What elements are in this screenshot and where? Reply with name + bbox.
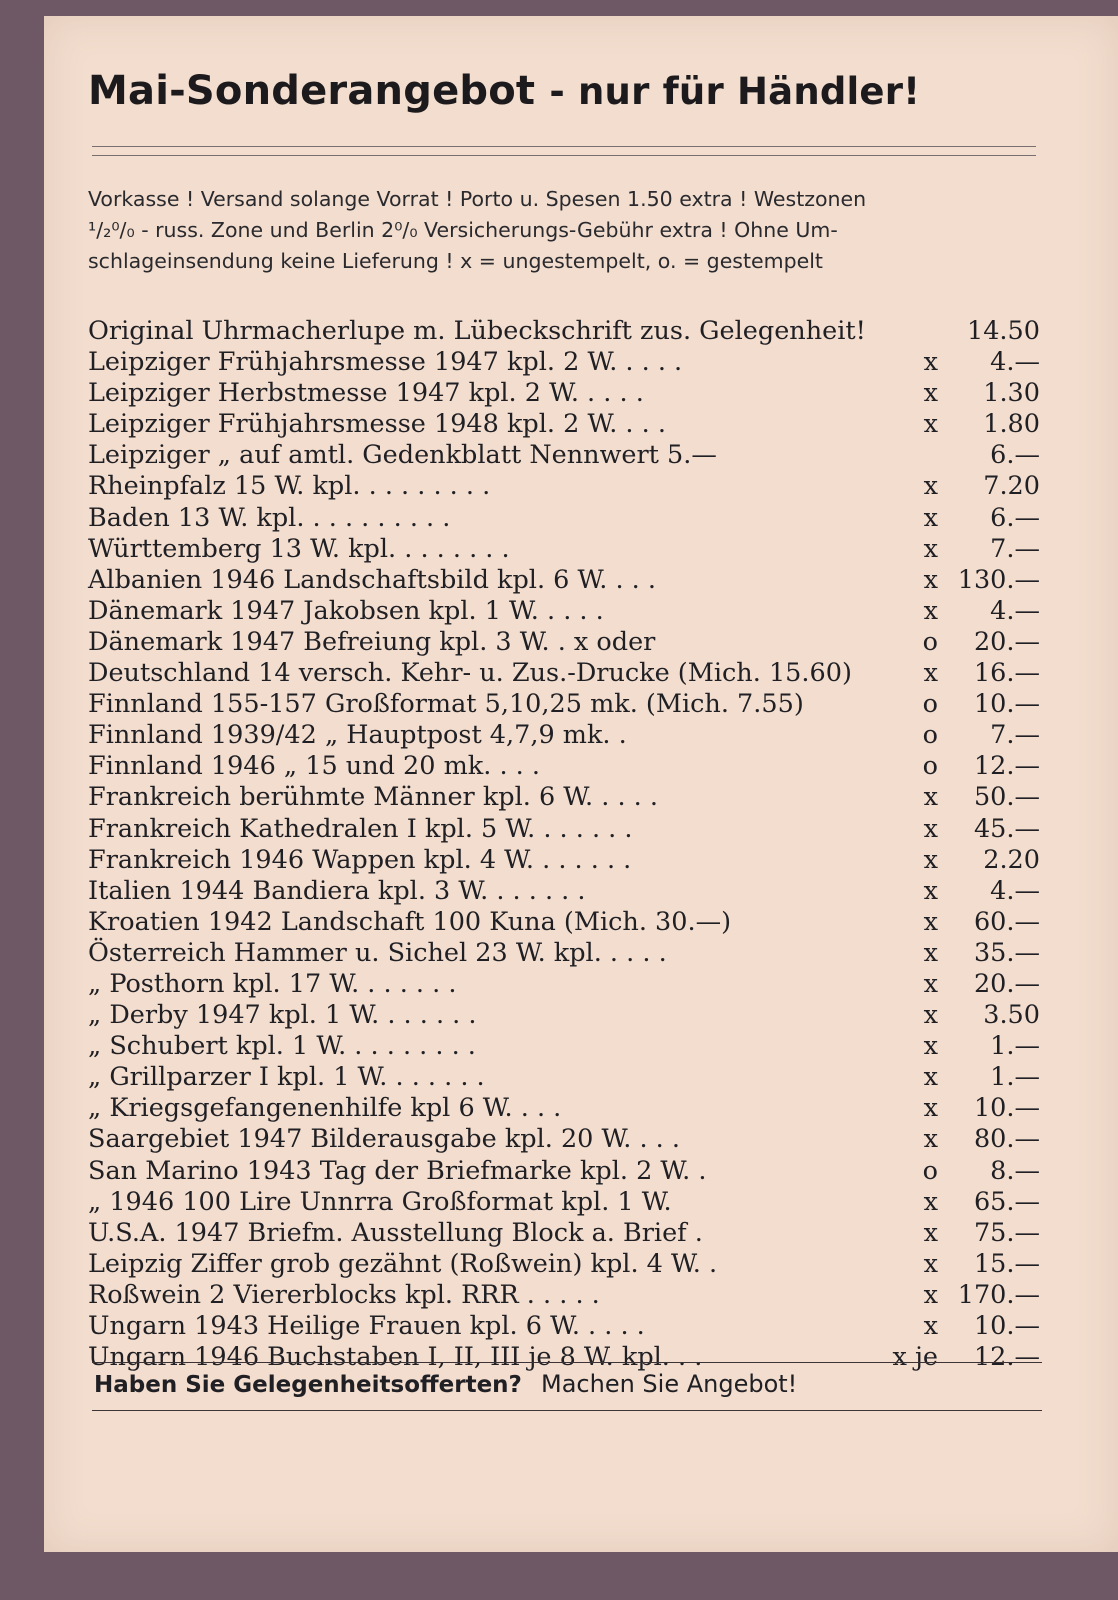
title-main: Mai-Sonderangebot	[88, 68, 536, 114]
item-description: Dänemark 1947 Befreiung kpl. 3 W. . x oder	[88, 626, 656, 657]
item-description: Frankreich 1946 Wappen kpl. 4 W. . . . . . .	[88, 844, 632, 875]
terms-line: ¹/₂⁰/₀ - russ. Zone und Berlin 2⁰/₀ Versicherungs-Gebühr extra ! Ohne Um-	[88, 218, 838, 242]
item-description: Original Uhrmacherlupe m. Lübeckschrift zus. Gelegenheit!	[88, 316, 866, 346]
order-terms	[88, 184, 1040, 277]
list-item	[88, 969, 1048, 1000]
item-condition: x	[923, 1000, 938, 1031]
item-price: 12.—	[973, 751, 1040, 782]
list-item	[88, 534, 1048, 565]
item-condition: x	[923, 813, 938, 844]
item-description: Finnland 155-157 Großformat 5,10,25 mk. (Mich. 7.55)	[88, 689, 804, 720]
item-description: Kroatien 1942 Landschaft 100 Kuna (Mich. 30.—)	[88, 906, 732, 937]
list-item	[88, 1342, 1048, 1373]
item-price: 80.—	[973, 1124, 1040, 1155]
item-price: 7.20	[983, 471, 1040, 502]
list-item	[88, 471, 1048, 502]
item-description: Finnland 1946 „ 15 und 20 mk. . . .	[88, 751, 540, 782]
item-description: Württemberg 13 W. kpl. . . . . . . .	[88, 533, 510, 564]
item-description: Deutschland 14 versch. Kehr- u. Zus.-Drucke (Mich. 15.60)	[88, 658, 852, 689]
item-description: Frankreich berühmte Männer kpl. 6 W. . . . .	[88, 782, 659, 813]
item-price: 4.—	[990, 347, 1040, 378]
item-price: 14.50	[966, 316, 1040, 346]
item-description: Leipzig Ziffer grob gezähnt (Roßwein) kpl. 4 W. .	[88, 1248, 718, 1279]
item-condition: x	[923, 471, 938, 502]
list-item	[88, 876, 1048, 907]
item-condition: x	[923, 1186, 938, 1217]
item-description: „ Posthorn kpl. 17 W. . . . . . .	[88, 968, 457, 999]
item-condition: x	[923, 782, 938, 813]
item-condition: x	[923, 1062, 938, 1093]
list-item	[88, 658, 1048, 689]
item-price: 1.—	[990, 1062, 1040, 1093]
item-description: „ 1946 100 Lire Unnrra Großformat kpl. 1 W.	[88, 1186, 672, 1217]
item-condition: x	[923, 906, 938, 937]
item-description: Leipziger Frühjahrsmesse 1947 kpl. 2 W. . . . .	[88, 347, 683, 378]
item-price: 2.20	[983, 844, 1040, 875]
item-condition: x	[923, 875, 938, 906]
item-description: Ungarn 1943 Heilige Frauen kpl. 6 W. . . . .	[88, 1311, 645, 1341]
list-item	[88, 596, 1048, 627]
item-condition: o	[922, 1155, 938, 1186]
item-description: U.S.A. 1947 Briefm. Ausstellung Block a. Brief .	[88, 1217, 703, 1248]
item-price: 1.80	[983, 409, 1040, 440]
item-price: 4.—	[990, 595, 1040, 626]
item-price: 1.30	[983, 378, 1040, 409]
footer-bottom-rule	[92, 1410, 1042, 1411]
item-description: Roßwein 2 Viererblocks kpl. RRR . . . . .	[88, 1279, 600, 1310]
item-condition: x	[923, 937, 938, 968]
list-item	[88, 1000, 1048, 1031]
item-condition: x	[923, 1124, 938, 1155]
item-description: „ Kriegsgefangenenhilfe kpl 6 W. . . .	[88, 1093, 562, 1124]
list-item	[88, 440, 1048, 471]
item-price: 7.—	[990, 533, 1040, 564]
item-price: 60.—	[973, 906, 1040, 937]
list-item	[88, 689, 1048, 720]
item-price: 10.—	[973, 689, 1040, 720]
list-item	[88, 1187, 1048, 1218]
item-condition: x	[923, 378, 938, 409]
item-description: San Marino 1943 Tag der Briefmarke kpl. 2 W. .	[88, 1155, 707, 1186]
item-price: 45.—	[973, 813, 1040, 844]
list-item	[88, 347, 1048, 378]
item-price: 20.—	[973, 968, 1040, 999]
item-price: 35.—	[973, 937, 1040, 968]
footer-top-rule	[92, 1362, 1042, 1363]
list-item	[88, 845, 1048, 876]
item-price: 6.—	[990, 440, 1040, 471]
list-item	[88, 1280, 1048, 1311]
item-price: 12.—	[973, 1342, 1040, 1373]
item-condition: x	[923, 409, 938, 440]
list-item	[88, 627, 1048, 658]
item-description: Italien 1944 Bandiera kpl. 3 W. . . . . . .	[88, 875, 586, 906]
item-description: „ Derby 1947 kpl. 1 W. . . . . . .	[88, 1000, 477, 1031]
list-item	[88, 503, 1048, 534]
item-condition: x	[923, 502, 938, 533]
item-condition: x	[923, 533, 938, 564]
item-description: Österreich Hammer u. Sichel 23 W. kpl. . . . .	[88, 937, 667, 968]
item-condition: o	[922, 626, 938, 657]
item-description: Leipziger Frühjahrsmesse 1948 kpl. 2 W. . . .	[88, 409, 666, 440]
list-item	[88, 1311, 1048, 1342]
item-description: Frankreich Kathedralen I kpl. 5 W. . . . . . .	[88, 813, 633, 844]
list-item	[88, 814, 1048, 845]
footer-question: Haben Sie Gelegenheitsofferten?	[94, 1372, 522, 1398]
item-condition: x	[923, 1279, 938, 1310]
item-condition: x	[923, 1311, 938, 1341]
item-price: 15.—	[973, 1248, 1040, 1279]
item-condition: x	[923, 658, 938, 689]
item-description: Rheinpfalz 15 W. kpl. . . . . . . . .	[88, 471, 491, 502]
list-item	[88, 1031, 1048, 1062]
item-description: Saargebiet 1947 Bilderausgabe kpl. 20 W. . . .	[88, 1124, 681, 1155]
list-item	[88, 1249, 1048, 1280]
item-description: Finnland 1939/42 „ Hauptpost 4,7,9 mk. .	[88, 720, 627, 751]
item-price: 3.50	[983, 1000, 1040, 1031]
item-price: 8.—	[990, 1155, 1040, 1186]
item-price: 6.—	[990, 502, 1040, 533]
item-condition: x	[923, 1093, 938, 1124]
item-condition: x	[923, 347, 938, 378]
item-price: 4.—	[990, 875, 1040, 906]
list-item	[88, 1062, 1048, 1093]
item-condition: x	[923, 595, 938, 626]
item-condition: o	[922, 689, 938, 720]
item-description: Dänemark 1947 Jakobsen kpl. 1 W. . . . .	[88, 595, 604, 626]
item-price: 10.—	[973, 1093, 1040, 1124]
item-condition: o	[922, 751, 938, 782]
title-subline: - nur für Händler!	[549, 70, 921, 113]
item-condition: x	[923, 564, 938, 595]
list-item	[88, 1093, 1048, 1124]
item-price: 20.—	[973, 626, 1040, 657]
item-description: Leipziger „ auf amtl. Gedenkblatt Nennwert 5.—	[88, 440, 717, 471]
item-description: Leipziger Herbstmesse 1947 kpl. 2 W. . . . .	[88, 378, 644, 409]
terms-line: schlageinsendung keine Lieferung ! x = ungestempelt, o. = gestempelt	[88, 249, 823, 273]
list-item	[88, 1218, 1048, 1249]
list-item	[88, 907, 1048, 938]
list-item	[88, 751, 1048, 782]
item-condition: x	[923, 844, 938, 875]
footer-call-to-action: Machen Sie Angebot!	[541, 1370, 798, 1398]
item-price: 130.—	[957, 564, 1040, 595]
item-price: 10.—	[973, 1311, 1040, 1341]
list-item	[88, 782, 1048, 813]
title-divider	[92, 146, 1036, 156]
item-condition: o	[922, 720, 938, 751]
item-description: „ Schubert kpl. 1 W. . . . . . . . .	[88, 1031, 476, 1062]
list-item	[88, 1156, 1048, 1187]
item-price: 75.—	[973, 1217, 1040, 1248]
item-price: 50.—	[973, 782, 1040, 813]
list-item	[88, 409, 1048, 440]
list-item	[88, 1124, 1048, 1155]
item-condition: x	[923, 1248, 938, 1279]
item-price: 1.—	[990, 1031, 1040, 1062]
list-item	[88, 720, 1048, 751]
item-condition: x je	[892, 1342, 938, 1373]
list-item	[88, 565, 1048, 596]
item-condition: x	[923, 968, 938, 999]
list-item	[88, 378, 1048, 409]
list-item	[88, 316, 1048, 347]
item-condition: x	[923, 1031, 938, 1062]
item-description: Albanien 1946 Landschaftsbild kpl. 6 W. . . .	[88, 564, 656, 595]
item-description: Baden 13 W. kpl. . . . . . . . . .	[88, 502, 451, 533]
item-condition: x	[923, 1217, 938, 1248]
terms-line: Vorkasse ! Versand solange Vorrat ! Porto u. Spesen 1.50 extra ! Westzonen	[88, 187, 867, 211]
item-price: 65.—	[973, 1186, 1040, 1217]
item-price: 16.—	[973, 658, 1040, 689]
offer-list	[88, 316, 1048, 1373]
item-description: „ Grillparzer I kpl. 1 W. . . . . . .	[88, 1062, 485, 1093]
page-title	[88, 68, 1068, 114]
item-price: 7.—	[990, 720, 1040, 751]
item-description: Ungarn 1946 Buchstaben I, II, III je 8 W. kpl. . .	[88, 1342, 703, 1373]
item-price: 170.—	[957, 1279, 1040, 1310]
list-item	[88, 938, 1048, 969]
footer-line	[94, 1370, 1044, 1398]
